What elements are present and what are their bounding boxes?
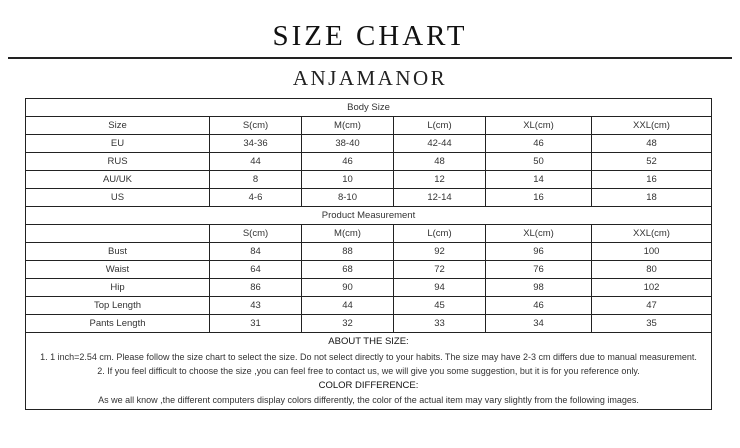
table-cell: 12: [394, 171, 486, 189]
header-cell: XXL(cm): [592, 117, 712, 135]
table-cell: 46: [302, 153, 394, 171]
table-cell: 94: [394, 279, 486, 297]
header-cell: [26, 225, 210, 243]
row-label: AU/UK: [26, 171, 210, 189]
header-cell: L(cm): [394, 117, 486, 135]
table-cell: 8: [210, 171, 302, 189]
header-cell: S(cm): [210, 117, 302, 135]
row-label: EU: [26, 135, 210, 153]
table-cell: 35: [592, 315, 712, 333]
row-label: Pants Length: [26, 315, 210, 333]
table-cell: 46: [486, 297, 592, 315]
table-cell: 38-40: [302, 135, 394, 153]
table-cell: 92: [394, 243, 486, 261]
table-cell: 16: [592, 171, 712, 189]
table-row: [26, 315, 712, 333]
table-cell: 16: [486, 189, 592, 207]
page-title: SIZE CHART: [272, 20, 468, 52]
table-cell: 44: [302, 297, 394, 315]
about-size-heading: ABOUT THE SIZE:: [328, 336, 409, 347]
table-cell: 12-14: [394, 189, 486, 207]
table-cell: 46: [486, 135, 592, 153]
title-divider: [8, 57, 732, 59]
size-chart-body: [26, 99, 712, 410]
table-cell: 84: [210, 243, 302, 261]
table-cell: 50: [486, 153, 592, 171]
table-cell: 8-10: [302, 189, 394, 207]
table-cell: 4-6: [210, 189, 302, 207]
table-cell: 102: [592, 279, 712, 297]
table-cell: 68: [302, 261, 394, 279]
row-label: US: [26, 189, 210, 207]
row-label: Hip: [26, 279, 210, 297]
table-row: [26, 189, 712, 207]
table-row: [26, 297, 712, 315]
size-chart-table: [25, 98, 712, 410]
table-cell: 18: [592, 189, 712, 207]
row-label: RUS: [26, 153, 210, 171]
table-cell: 80: [592, 261, 712, 279]
header-cell: M(cm): [302, 225, 394, 243]
header-cell: S(cm): [210, 225, 302, 243]
table-row: [26, 135, 712, 153]
table-cell: 86: [210, 279, 302, 297]
header-cell: XL(cm): [486, 225, 592, 243]
header-row: [26, 225, 712, 243]
table-cell: 96: [486, 243, 592, 261]
table-cell: 76: [486, 261, 592, 279]
header-cell: L(cm): [394, 225, 486, 243]
table-cell: 44: [210, 153, 302, 171]
header-cell: XL(cm): [486, 117, 592, 135]
table-cell: 88: [302, 243, 394, 261]
table-cell: 32: [302, 315, 394, 333]
section-row: [26, 207, 712, 225]
header-cell: Size: [26, 117, 210, 135]
table-cell: 45: [394, 297, 486, 315]
table-cell: 52: [592, 153, 712, 171]
table-cell: 90: [302, 279, 394, 297]
table-cell: 48: [394, 153, 486, 171]
table-cell: 72: [394, 261, 486, 279]
table-row: [26, 153, 712, 171]
table-cell: 47: [592, 297, 712, 315]
header-cell: M(cm): [302, 117, 394, 135]
table-cell: 31: [210, 315, 302, 333]
table-cell: 14: [486, 171, 592, 189]
row-label: Waist: [26, 261, 210, 279]
table-cell: 10: [302, 171, 394, 189]
table-row: [26, 243, 712, 261]
row-label: Top Length: [26, 297, 210, 315]
notes-cell: [26, 333, 712, 410]
table-cell: 34-36: [210, 135, 302, 153]
brand-name: ANJAMANOR: [292, 66, 448, 90]
table-cell: 64: [210, 261, 302, 279]
table-cell: 34: [486, 315, 592, 333]
about-size-line-1: 1. 1 inch=2.54 cm. Please follow the size chart to select the size. Do not select directly to your habits. The size may have 2-3 cm differs due to manual measurement.: [40, 351, 697, 362]
table-cell: 98: [486, 279, 592, 297]
color-difference-line: As we all know ,the different computers display colors differently, the color of the actual item may vary slightly from the following images.: [98, 395, 639, 405]
section-row: [26, 99, 712, 117]
section-label-body-size: Body Size: [26, 99, 712, 117]
header-cell: XXL(cm): [592, 225, 712, 243]
section-label-product-measurement: Product Measurement: [26, 207, 712, 225]
table-row: [26, 279, 712, 297]
color-difference-heading: COLOR DIFFERENCE:: [318, 379, 419, 391]
notes-row: [26, 333, 712, 410]
table-row: [26, 261, 712, 279]
row-label: Bust: [26, 243, 210, 261]
table-cell: 48: [592, 135, 712, 153]
table-cell: 43: [210, 297, 302, 315]
table-cell: 42-44: [394, 135, 486, 153]
table-cell: 33: [394, 315, 486, 333]
about-size-line-2: 2. If you feel difficult to choose the size ,you can feel free to contact us, we will give you some suggestion, but it is for you reference only.: [97, 366, 640, 376]
header-row: [26, 117, 712, 135]
table-cell: 100: [592, 243, 712, 261]
table-row: [26, 171, 712, 189]
